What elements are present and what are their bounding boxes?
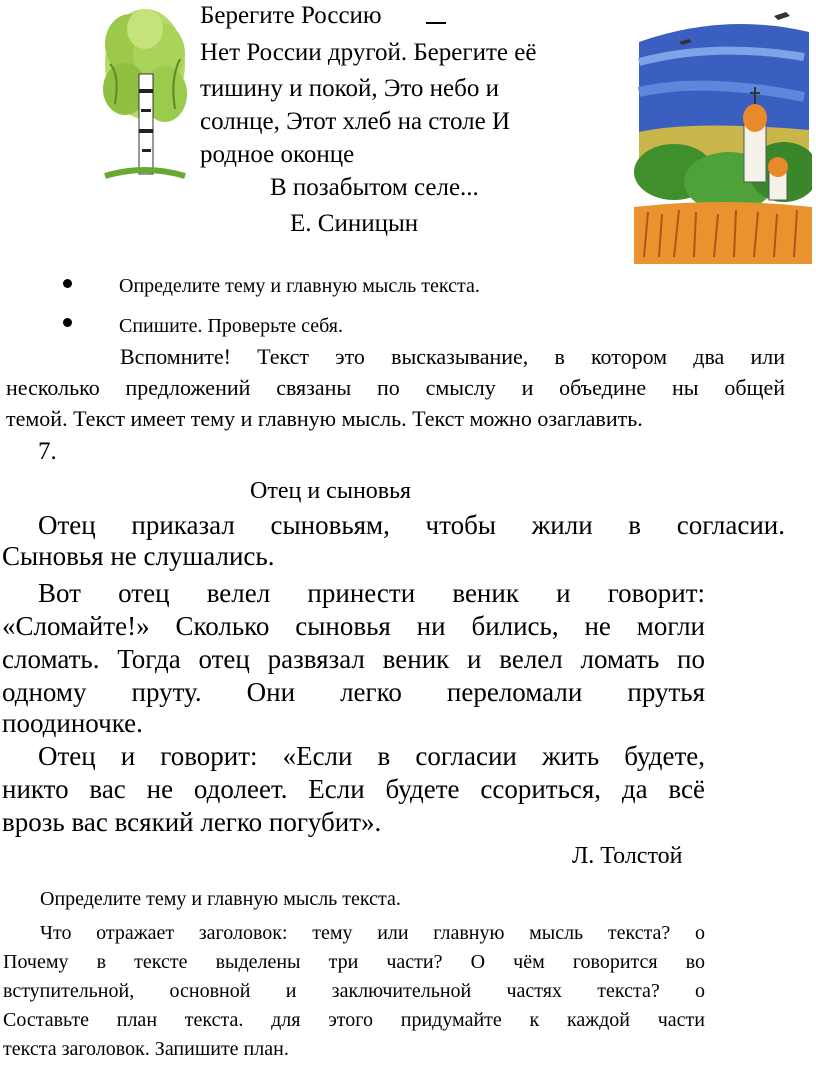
story-title: Отец и сыновья <box>250 478 412 504</box>
question-line: Почему в тексте выделены три части? О чём говорится во <box>3 951 705 973</box>
story-line: сломать. Тогда отец развязал веник и велел ломать по <box>2 644 705 674</box>
poem-line: В позабытом селе... <box>270 174 479 201</box>
rule-line: Вспомните! Текст это высказывание, в котором два или <box>120 344 785 369</box>
story-line: поодиночке. <box>2 708 143 738</box>
task-item: Определите тему и главную мысль текста. <box>119 275 480 297</box>
poem-line: тишину и покой, Это небо и <box>200 75 499 102</box>
question-line: текста заголовок. Запишите план. <box>3 1038 289 1060</box>
poem-title: Берегите Россию <box>200 2 382 29</box>
question-line: Определите тему и главную мысль текста. <box>40 888 401 910</box>
poem-author: Е. Синицын <box>290 210 419 237</box>
task-item: Спишите. Проверьте себя. <box>119 315 343 337</box>
story-line: Отец приказал сыновьям, чтобы жили в согласии. <box>38 510 785 540</box>
story-line: одному пруту. Они легко переломали прутья <box>2 677 705 707</box>
dash-mark <box>426 22 446 24</box>
story-line: Сыновья не слушались. <box>2 541 275 571</box>
story-author: Л. Толстой <box>572 843 683 869</box>
question-line: Составьте план текста. для этого придумайте к каждой части <box>3 1009 705 1031</box>
church-landscape-illustration <box>634 2 812 264</box>
story-line: врозь вас всякий легко погубит». <box>2 807 382 837</box>
question-line: вступительной, основной и заключительной частях текста? о <box>3 980 705 1002</box>
bullet-icon <box>63 318 72 327</box>
bullet-icon <box>63 279 72 288</box>
story-line: Вот отец велел принести веник и говорит: <box>38 578 705 608</box>
rule-line: несколько предложений связаны по смыслу и объедине ны общей <box>6 375 785 400</box>
story-line: Отец и говорит: «Если в согласии жить будете, <box>38 741 705 771</box>
birch-tree-illustration <box>95 4 193 182</box>
story-line: «Сломайте!» Сколько сыновья ни бились, не могли <box>2 611 705 641</box>
poem-line: Нет России другой. Берегите её <box>200 39 537 66</box>
question-line: Что отражает заголовок: тему или главную мысль текста? о <box>40 922 705 944</box>
rule-line: темой. Текст имеет тему и главную мысль. Текст можно озаглавить. <box>6 406 643 431</box>
exercise-number: 7. <box>38 438 57 465</box>
poem-line: родное оконце <box>200 141 355 168</box>
story-line: никто вас не одолеет. Если будете ссориться, да всё <box>2 774 705 804</box>
poem-line: солнце, Этот хлеб на столе И <box>200 108 511 135</box>
